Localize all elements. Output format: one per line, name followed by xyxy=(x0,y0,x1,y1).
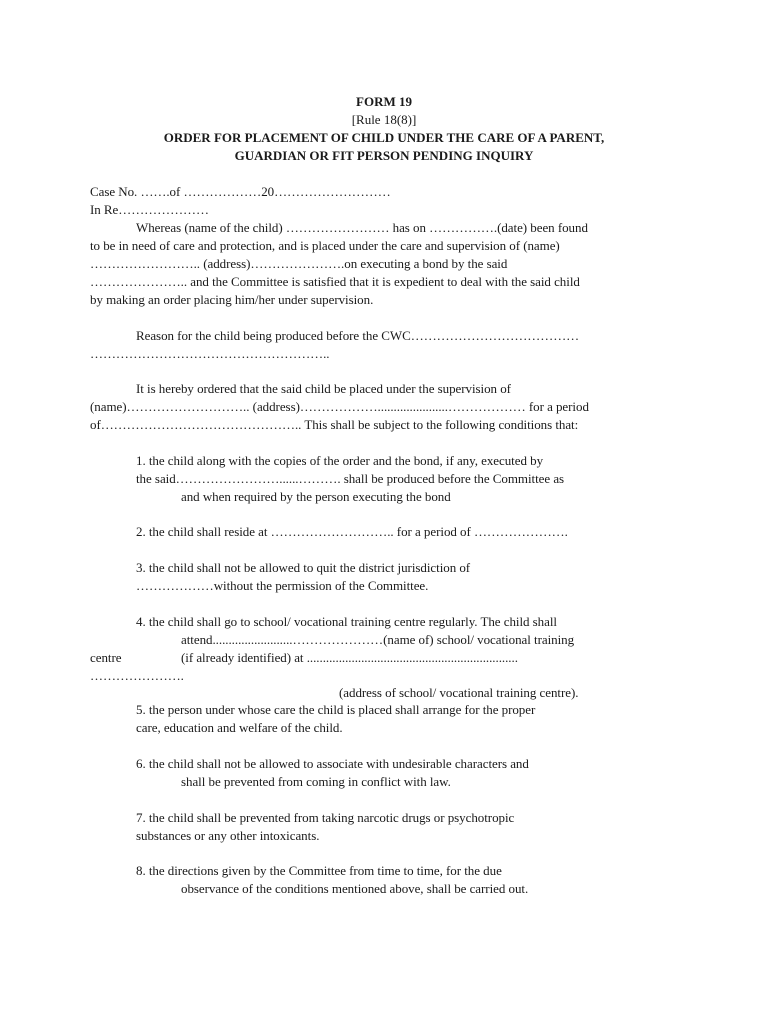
condition-4-line: (if already identified) at .................................................................. xyxy=(181,650,518,665)
condition-2: 2. the child shall reside at ……………………….. for a period of …………………. xyxy=(136,524,568,539)
condition-4-line: …………………. xyxy=(90,668,184,683)
condition-4-line: 4. the child shall go to school/ vocational training centre regularly. The child shall xyxy=(136,614,557,629)
condition-1-line: the said……………………......………. shall be produced before the Committee as xyxy=(136,471,565,486)
whereas-line: to be in need of care and protection, and is placed under the care and supervision of (name) xyxy=(90,238,560,253)
whereas-line: by making an order placing him/her under supervision. xyxy=(90,292,374,307)
condition-4-line: centre xyxy=(90,650,122,665)
condition-6-line: shall be prevented from coming in conflict with law. xyxy=(181,774,451,789)
condition-4-line: attend.........................…………………(name of) school/ vocational training xyxy=(181,632,575,647)
order-line: (name)……………………….. (address)………………......................……………… for a period xyxy=(90,399,589,414)
condition-1-line: and when required by the person executing the bond xyxy=(181,489,451,504)
whereas-line: Whereas (name of the child) …………………… has on …………….(date) been found xyxy=(136,220,588,235)
condition-8-line: 8. the directions given by the Committee from time to time, for the due xyxy=(136,863,502,878)
condition-6-line: 6. the child shall not be allowed to associate with undesirable characters and xyxy=(136,756,529,771)
reason-line: ……………………………………………….. xyxy=(90,346,330,361)
condition-1-line: 1. the child along with the copies of the order and the bond, if any, executed by xyxy=(136,453,544,468)
condition-3-line: ………………without the permission of the Committee. xyxy=(136,578,429,593)
condition-3-line: 3. the child shall not be allowed to quit the district jurisdiction of xyxy=(136,560,471,575)
condition-7-line: 7. the child shall be prevented from taking narcotic drugs or psychotropic xyxy=(136,810,515,825)
condition-5-line: care, education and welfare of the child. xyxy=(136,720,343,735)
in-re: In Re………………… xyxy=(90,202,209,217)
form-number: FORM 19 xyxy=(356,94,412,109)
condition-5-line: 5. the person under whose care the child is placed shall arrange for the proper xyxy=(136,702,536,717)
title-line-1: ORDER FOR PLACEMENT OF CHILD UNDER THE CARE OF A PARENT, xyxy=(163,130,605,145)
case-number: Case No. …….of ………………20……………………… xyxy=(90,184,391,199)
condition-7-line: substances or any other intoxicants. xyxy=(136,828,320,843)
condition-4-line: (address of school/ vocational training centre). xyxy=(339,685,579,700)
condition-8-line: observance of the conditions mentioned above, shall be carried out. xyxy=(181,881,529,896)
order-line: It is hereby ordered that the said child be placed under the supervision of xyxy=(136,381,511,396)
order-line: of……………………………………….. This shall be subject to the following conditions that: xyxy=(90,417,579,432)
reason-line: Reason for the child being produced before the CWC………………………………… xyxy=(136,328,580,343)
whereas-line: ………………….. and the Committee is satisfied that it is expedient to deal with the said child xyxy=(90,274,580,289)
rule-reference: [Rule 18(8)] xyxy=(351,112,417,127)
title-line-2: GUARDIAN OR FIT PERSON PENDING INQUIRY xyxy=(234,148,534,163)
whereas-line: …………………….. (address)………………….on executing a bond by the said xyxy=(90,256,508,271)
